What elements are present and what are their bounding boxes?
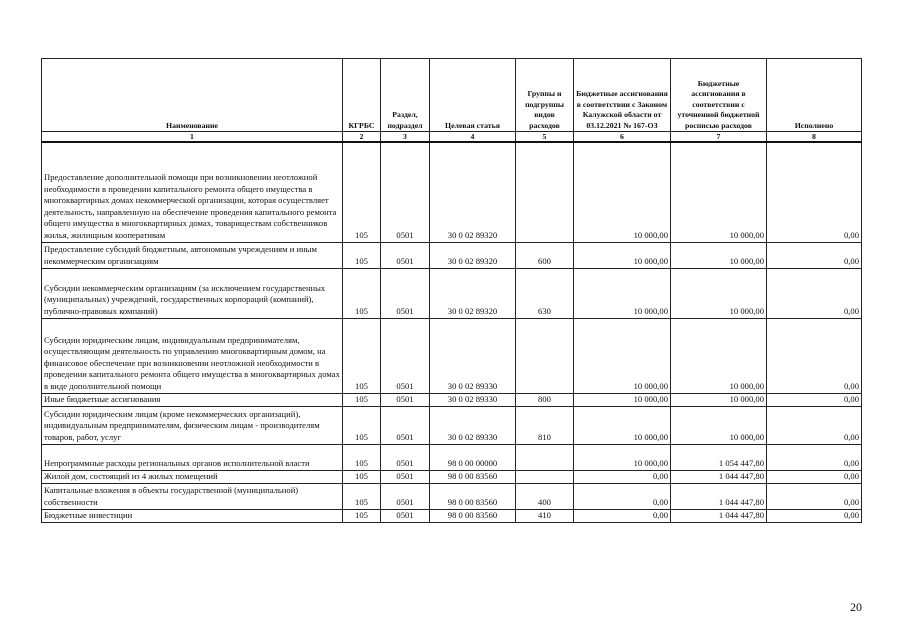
column-number-row: [42, 132, 862, 143]
row-section: 0501: [381, 393, 430, 406]
row-law-amount: 10 000,00: [574, 268, 671, 318]
row-target: 30 0 02 89330: [430, 318, 516, 393]
row-target: 30 0 02 89330: [430, 393, 516, 406]
col-header-law: Бюджетные ассигнования в соответствии с Законом Калужской области от 03.12.2021 № 167-ОЗ: [574, 59, 671, 132]
row-name: Субсидии юридическим лицам (кроме некоммерческих организаций), индивидуальным предпринимателям, физическим лицам - производителям товаров, работ, услуг: [42, 406, 343, 444]
row-group: [516, 470, 574, 483]
row-refined-amount: 10 000,00: [671, 268, 767, 318]
row-kgrbs: 105: [343, 483, 381, 509]
table-row: [42, 483, 862, 509]
row-kgrbs: 105: [343, 268, 381, 318]
row-done-amount: 0,00: [767, 406, 862, 444]
row-done-amount: 0,00: [767, 509, 862, 522]
row-target: 98 0 00 83560: [430, 509, 516, 522]
row-done-amount: 0,00: [767, 318, 862, 393]
row-law-amount: 10 000,00: [574, 393, 671, 406]
row-group: 400: [516, 483, 574, 509]
row-section: 0501: [381, 242, 430, 268]
row-group: 410: [516, 509, 574, 522]
row-done-amount: 0,00: [767, 268, 862, 318]
row-name: Иные бюджетные ассигнования: [42, 393, 343, 406]
row-kgrbs: 105: [343, 470, 381, 483]
col-header-done: Исполнено: [767, 59, 862, 132]
row-refined-amount: 1 054 447,80: [671, 444, 767, 470]
row-kgrbs: 105: [343, 142, 381, 242]
row-law-amount: 0,00: [574, 470, 671, 483]
row-law-amount: 10 000,00: [574, 444, 671, 470]
col-number: 6: [574, 132, 671, 143]
col-header-group: Группы и подгруппы видов расходов: [516, 59, 574, 132]
row-done-amount: 0,00: [767, 483, 862, 509]
col-header-section: Раздел, подраздел: [381, 59, 430, 132]
col-header-kgrbs: КГРБС: [343, 59, 381, 132]
col-header-target: Целевая статья: [430, 59, 516, 132]
row-target: 98 0 00 83560: [430, 483, 516, 509]
row-section: 0501: [381, 470, 430, 483]
row-law-amount: 10 000,00: [574, 318, 671, 393]
row-section: 0501: [381, 142, 430, 242]
row-kgrbs: 105: [343, 406, 381, 444]
row-refined-amount: 10 000,00: [671, 393, 767, 406]
row-law-amount: 10 000,00: [574, 406, 671, 444]
row-kgrbs: 105: [343, 444, 381, 470]
row-section: 0501: [381, 444, 430, 470]
col-number: 8: [767, 132, 862, 143]
col-header-refined: Бюджетные ассигнования в соответствии с уточненной бюджетной росписью расходов: [671, 59, 767, 132]
row-law-amount: 0,00: [574, 509, 671, 522]
row-group: 810: [516, 406, 574, 444]
col-number: 7: [671, 132, 767, 143]
col-number: 4: [430, 132, 516, 143]
row-name: Субсидии юридическим лицам, индивидуальным предпринимателям, осуществляющим деятельность по управлению многоквартирным домом, на финансовое обеспечение при возникновении неотложной необходимости в проведении капитального ремонта общего имущества в многоквартирных домах в виде дополнительной помощи: [42, 318, 343, 393]
row-target: 30 0 02 89320: [430, 142, 516, 242]
row-name: Непрограммные расходы региональных органов исполнительной власти: [42, 444, 343, 470]
row-group: [516, 444, 574, 470]
row-done-amount: 0,00: [767, 444, 862, 470]
row-group: [516, 318, 574, 393]
row-target: 30 0 02 89330: [430, 406, 516, 444]
row-done-amount: 0,00: [767, 393, 862, 406]
budget-table: [41, 58, 862, 523]
row-refined-amount: 10 000,00: [671, 242, 767, 268]
row-law-amount: 10 000,00: [574, 142, 671, 242]
table-row: [42, 444, 862, 470]
row-section: 0501: [381, 509, 430, 522]
row-target: 98 0 00 00000: [430, 444, 516, 470]
row-kgrbs: 105: [343, 318, 381, 393]
row-kgrbs: 105: [343, 509, 381, 522]
row-name: Жилой дом, состоящий из 4 жилых помещений: [42, 470, 343, 483]
row-target: 98 0 00 83560: [430, 470, 516, 483]
row-target: 30 0 02 89320: [430, 242, 516, 268]
header-row: [42, 59, 862, 132]
row-refined-amount: 10 000,00: [671, 406, 767, 444]
row-group: 800: [516, 393, 574, 406]
table-row: [42, 393, 862, 406]
row-done-amount: 0,00: [767, 242, 862, 268]
row-group: 600: [516, 242, 574, 268]
col-number: 5: [516, 132, 574, 143]
row-section: 0501: [381, 318, 430, 393]
row-done-amount: 0,00: [767, 470, 862, 483]
table-row: [42, 470, 862, 483]
row-law-amount: 10 000,00: [574, 242, 671, 268]
row-refined-amount: 10 000,00: [671, 318, 767, 393]
table-row: [42, 142, 862, 242]
table-row: [42, 242, 862, 268]
row-done-amount: 0,00: [767, 142, 862, 242]
table-row: [42, 318, 862, 393]
row-name: Предоставление субсидий бюджетным, автономным учреждениям и иным некоммерческим организациям: [42, 242, 343, 268]
row-group: 630: [516, 268, 574, 318]
table-row: [42, 406, 862, 444]
col-number: 1: [42, 132, 343, 143]
col-number: 2: [343, 132, 381, 143]
row-refined-amount: 1 044 447,80: [671, 483, 767, 509]
row-name: Бюджетные инвестиции: [42, 509, 343, 522]
row-kgrbs: 105: [343, 393, 381, 406]
table-row: [42, 268, 862, 318]
row-law-amount: 0,00: [574, 483, 671, 509]
row-refined-amount: 1 044 447,80: [671, 509, 767, 522]
row-name: Капитальные вложения в объекты государственной (муниципальной) собственности: [42, 483, 343, 509]
row-target: 30 0 02 89320: [430, 268, 516, 318]
row-name: Предоставление дополнительной помощи при возникновении неотложной необходимости в проведении капитального ремонта общего имущества в многоквартирных домах некоммерческой организации, которая осуществляет деятельность, направленную на обеспечение проведения капитального ремонта общего имущества в многоквартирных домах, товариществам собственников жилья, жилищным кооперативам: [42, 142, 343, 242]
row-name: Субсидии некоммерческим организациям (за исключением государственных (муниципальных) учреждений, государственных корпораций (компаний), публично-правовых компаний): [42, 268, 343, 318]
row-refined-amount: 1 044 447,80: [671, 470, 767, 483]
col-header-name: Наименование: [42, 59, 343, 132]
row-section: 0501: [381, 406, 430, 444]
row-group: [516, 142, 574, 242]
row-refined-amount: 10 000,00: [671, 142, 767, 242]
col-number: 3: [381, 132, 430, 143]
table-row: [42, 509, 862, 522]
row-section: 0501: [381, 268, 430, 318]
row-kgrbs: 105: [343, 242, 381, 268]
row-section: 0501: [381, 483, 430, 509]
page-number: 20: [850, 600, 862, 614]
